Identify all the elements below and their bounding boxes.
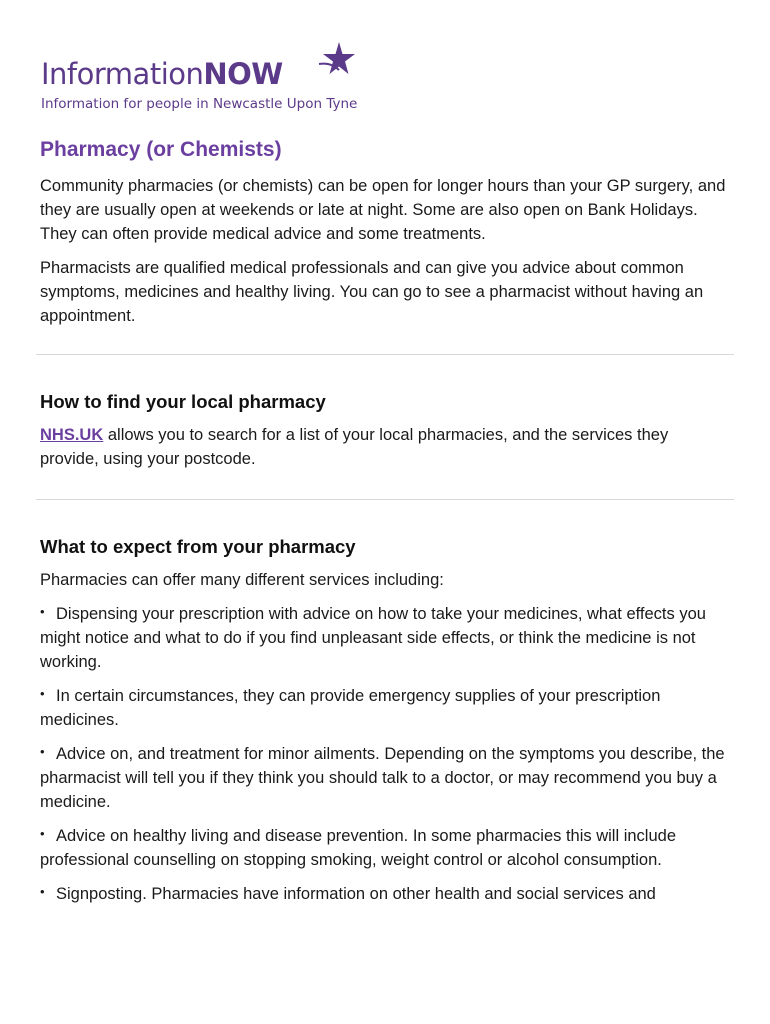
find-pharmacy-text <box>40 423 730 471</box>
logo-tagline: Information for people in Newcastle Upon Tyne <box>41 96 358 112</box>
list-item <box>40 602 730 674</box>
expect-intro: Pharmacies can offer many different services including: <box>40 571 444 589</box>
intro-section <box>40 136 730 328</box>
section-heading-find-pharmacy: How to find your local pharmacy <box>40 391 326 412</box>
bullet-icon: • <box>40 686 45 701</box>
bullet-icon: • <box>40 884 45 899</box>
bullet-icon: • <box>40 604 45 619</box>
nhs-uk-link[interactable]: NHS.UK <box>40 426 104 444</box>
list-item <box>40 684 730 732</box>
service-text: Advice on, and treatment for minor ailments. Depending on the symptoms you describe, the pharmacist will tell you if they think you should talk to a doctor, or may recommend you buy a medicine. <box>40 745 725 811</box>
service-text: Signposting. Pharmacies have information on other health and social services and <box>56 885 656 903</box>
service-text: Dispensing your prescription with advice on how to take your medicines, what effects you might notice and what to do if you find unpleasant side effects, or think the medicine is not working. <box>40 605 706 671</box>
section-divider <box>36 354 734 355</box>
logo-word-information: Information <box>41 57 204 91</box>
service-text: In certain circumstances, they can provide emergency supplies of your prescription medicines. <box>40 687 661 729</box>
star-icon <box>317 40 357 80</box>
logo-word-now: NOW <box>203 57 283 91</box>
site-logo[interactable] <box>41 40 371 120</box>
intro-paragraph: Community pharmacies (or chemists) can be open for longer hours than your GP surgery, and they are usually open at weekends or late at night. Some are also open on Bank Holidays. They can often provide medical advice and some treatments. <box>40 177 726 243</box>
intro-paragraph: Pharmacists are qualified medical professionals and can give you advice about common symptoms, medicines and healthy living. You can go to see a pharmacist without having an appointment. <box>40 259 704 325</box>
section-heading-expect: What to expect from your pharmacy <box>40 536 356 557</box>
bullet-icon: • <box>40 744 45 759</box>
services-list <box>40 602 730 906</box>
logo-wordmark <box>41 56 283 92</box>
find-pharmacy-section <box>40 389 730 471</box>
list-item <box>40 742 730 814</box>
service-text: Advice on healthy living and disease prevention. In some pharmacies this will include professional counselling on stopping smoking, weight control or alcohol consumption. <box>40 827 677 869</box>
expect-section <box>40 534 730 906</box>
bullet-icon: • <box>40 826 45 841</box>
section-divider <box>36 499 734 500</box>
find-pharmacy-description: allows you to search for a list of your local pharmacies, and the services they provide, using your postcode. <box>40 426 669 468</box>
page-title: Pharmacy (or Chemists) <box>40 138 282 161</box>
list-item <box>40 882 730 906</box>
list-item <box>40 824 730 872</box>
